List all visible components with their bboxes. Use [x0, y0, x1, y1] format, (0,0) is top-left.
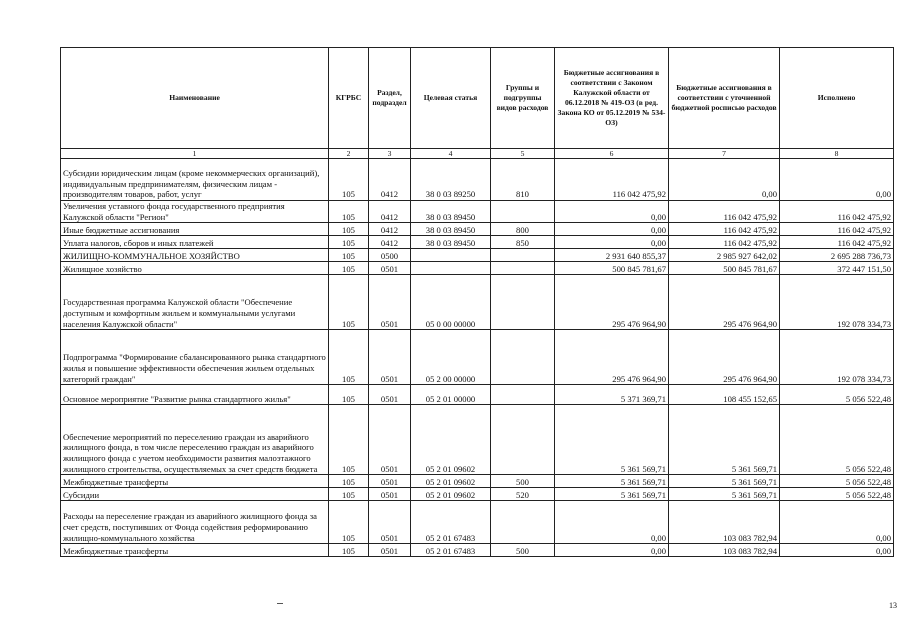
row-kgrbs: 105 — [329, 405, 369, 475]
row-name: Государственная программа Калужской области "Обеспечение доступным и комфортным жильем и коммунальными услугами населения Калужской области" — [61, 275, 329, 330]
row-group — [491, 385, 555, 405]
row-executed: 5 056 522,48 — [780, 488, 894, 501]
header-name: Наименование — [61, 48, 329, 149]
row-razdel: 0500 — [369, 249, 411, 262]
table-row — [61, 223, 894, 236]
table-row — [61, 488, 894, 501]
table-row — [61, 201, 894, 223]
row-group: 520 — [491, 488, 555, 501]
row-name: Обеспечение мероприятий по переселению граждан из аварийного жилищного фонда, в том числе переселению граждан из аварийного жилищного фонда с учетом необходимости развития малоэтажного жилищного строительства, осуществляемых за счет средств бюджета — [61, 405, 329, 475]
row-group — [491, 249, 555, 262]
row-budget-list: 5 361 569,71 — [669, 405, 780, 475]
row-executed: 5 056 522,48 — [780, 385, 894, 405]
row-budget-list: 108 455 152,65 — [669, 385, 780, 405]
row-group — [491, 501, 555, 544]
stray-mark — [277, 603, 283, 604]
header-target: Целевая статья — [411, 48, 491, 149]
row-target: 05 2 00 00000 — [411, 330, 491, 385]
row-name: Основное мероприятие "Развитие рынка стандартного жилья" — [61, 385, 329, 405]
row-group — [491, 275, 555, 330]
row-budget-law: 2 931 640 855,37 — [555, 249, 669, 262]
row-razdel: 0501 — [369, 262, 411, 275]
row-name: Субсидии юридическим лицам (кроме некоммерческих организаций), индивидуальным предпринимателям, физическим лицам - производителям товаров, работ, услуг — [61, 159, 329, 201]
header-executed: Исполнено — [780, 48, 894, 149]
header-groups: Группы и подгруппы видов расходов — [491, 48, 555, 149]
row-target: 05 2 01 09602 — [411, 405, 491, 475]
table-row — [61, 405, 894, 475]
row-executed: 0,00 — [780, 159, 894, 201]
header-budget-law: Бюджетные ассигнования в соответствии с Законом Калужской области от 06.12.2018 № 419-ОЗ (в ред. Закона КО от 05.12.2019 № 534-ОЗ) — [555, 48, 669, 149]
row-razdel: 0501 — [369, 275, 411, 330]
row-name: Увеличения уставного фонда государственного предприятия Калужской области "Регион" — [61, 201, 329, 223]
row-budget-law: 5 361 569,71 — [555, 488, 669, 501]
table-row — [61, 475, 894, 488]
row-group — [491, 405, 555, 475]
row-group: 800 — [491, 223, 555, 236]
row-budget-list: 295 476 964,90 — [669, 330, 780, 385]
row-target: 38 0 03 89250 — [411, 159, 491, 201]
row-budget-law: 0,00 — [555, 544, 669, 557]
row-executed: 116 042 475,92 — [780, 236, 894, 249]
row-razdel: 0412 — [369, 223, 411, 236]
row-target: 05 2 01 00000 — [411, 385, 491, 405]
row-razdel: 0412 — [369, 236, 411, 249]
table-row — [61, 275, 894, 330]
row-kgrbs: 105 — [329, 249, 369, 262]
row-target: 38 0 03 89450 — [411, 223, 491, 236]
row-name: Субсидии — [61, 488, 329, 501]
row-target: 05 0 00 00000 — [411, 275, 491, 330]
row-kgrbs: 105 — [329, 475, 369, 488]
row-budget-law: 0,00 — [555, 201, 669, 223]
column-number-row — [61, 149, 894, 159]
row-name: Межбюджетные трансферты — [61, 544, 329, 557]
table-row — [61, 236, 894, 249]
row-budget-law: 0,00 — [555, 236, 669, 249]
col-number: 1 — [61, 149, 329, 159]
row-budget-law: 295 476 964,90 — [555, 275, 669, 330]
row-executed: 192 078 334,73 — [780, 275, 894, 330]
col-number: 8 — [780, 149, 894, 159]
row-kgrbs: 105 — [329, 488, 369, 501]
row-budget-law: 500 845 781,67 — [555, 262, 669, 275]
row-group: 850 — [491, 236, 555, 249]
row-razdel: 0412 — [369, 201, 411, 223]
row-group — [491, 262, 555, 275]
row-budget-list: 295 476 964,90 — [669, 275, 780, 330]
row-razdel: 0412 — [369, 159, 411, 201]
row-budget-law: 295 476 964,90 — [555, 330, 669, 385]
row-target — [411, 249, 491, 262]
row-budget-list: 116 042 475,92 — [669, 223, 780, 236]
row-budget-list: 0,00 — [669, 159, 780, 201]
row-executed: 0,00 — [780, 501, 894, 544]
budget-table — [60, 47, 894, 557]
row-budget-list: 116 042 475,92 — [669, 201, 780, 223]
col-number: 5 — [491, 149, 555, 159]
col-number: 3 — [369, 149, 411, 159]
row-razdel: 0501 — [369, 330, 411, 385]
row-executed: 5 056 522,48 — [780, 405, 894, 475]
row-target: 05 2 01 67483 — [411, 501, 491, 544]
row-target: 05 2 01 09602 — [411, 475, 491, 488]
row-name: Жилищное хозяйство — [61, 262, 329, 275]
row-razdel: 0501 — [369, 488, 411, 501]
row-razdel: 0501 — [369, 544, 411, 557]
row-name: Иные бюджетные ассигнования — [61, 223, 329, 236]
header-razdel: Раздел, подраздел — [369, 48, 411, 149]
row-target: 38 0 03 89450 — [411, 236, 491, 249]
row-budget-law: 5 361 569,71 — [555, 405, 669, 475]
row-target: 05 2 01 67483 — [411, 544, 491, 557]
row-executed: 5 056 522,48 — [780, 475, 894, 488]
row-target — [411, 262, 491, 275]
row-executed: 2 695 288 736,73 — [780, 249, 894, 262]
row-group: 810 — [491, 159, 555, 201]
row-kgrbs: 105 — [329, 201, 369, 223]
row-budget-list: 5 361 569,71 — [669, 475, 780, 488]
row-razdel: 0501 — [369, 405, 411, 475]
row-budget-list: 116 042 475,92 — [669, 236, 780, 249]
budget-table-sheet — [60, 47, 894, 557]
table-row — [61, 249, 894, 262]
row-group — [491, 330, 555, 385]
row-kgrbs: 105 — [329, 385, 369, 405]
col-number: 6 — [555, 149, 669, 159]
row-razdel: 0501 — [369, 501, 411, 544]
row-budget-law: 0,00 — [555, 223, 669, 236]
row-budget-law: 0,00 — [555, 501, 669, 544]
row-target: 05 2 01 09602 — [411, 488, 491, 501]
row-budget-list: 103 083 782,94 — [669, 544, 780, 557]
row-executed: 116 042 475,92 — [780, 201, 894, 223]
col-number: 7 — [669, 149, 780, 159]
row-group: 500 — [491, 544, 555, 557]
row-executed: 372 447 151,50 — [780, 262, 894, 275]
row-budget-list: 500 845 781,67 — [669, 262, 780, 275]
row-kgrbs: 105 — [329, 262, 369, 275]
row-budget-law: 5 371 369,71 — [555, 385, 669, 405]
table-row — [61, 159, 894, 201]
page-number: 13 — [889, 601, 897, 610]
row-executed: 116 042 475,92 — [780, 223, 894, 236]
table-row — [61, 330, 894, 385]
row-name: Межбюджетные трансферты — [61, 475, 329, 488]
row-kgrbs: 105 — [329, 159, 369, 201]
row-kgrbs: 105 — [329, 330, 369, 385]
row-budget-list: 5 361 569,71 — [669, 488, 780, 501]
row-name: Подпрограмма "Формирование сбалансированного рынка стандартного жилья и повышение эффективности обеспечения жильем отдельных категорий граждан" — [61, 330, 329, 385]
row-kgrbs: 105 — [329, 275, 369, 330]
col-number: 2 — [329, 149, 369, 159]
row-budget-list: 2 985 927 642,02 — [669, 249, 780, 262]
table-row — [61, 385, 894, 405]
header-budget-list: Бюджетные ассигнования в соответствии с уточненной бюджетной росписью расходов — [669, 48, 780, 149]
table-row — [61, 501, 894, 544]
row-name: Уплата налогов, сборов и иных платежей — [61, 236, 329, 249]
row-budget-law: 5 361 569,71 — [555, 475, 669, 488]
row-kgrbs: 105 — [329, 236, 369, 249]
row-executed: 192 078 334,73 — [780, 330, 894, 385]
table-row — [61, 262, 894, 275]
header-kgrbs: КГРБС — [329, 48, 369, 149]
row-kgrbs: 105 — [329, 501, 369, 544]
row-target: 38 0 03 89450 — [411, 201, 491, 223]
row-budget-list: 103 083 782,94 — [669, 501, 780, 544]
row-razdel: 0501 — [369, 475, 411, 488]
col-number: 4 — [411, 149, 491, 159]
row-kgrbs: 105 — [329, 223, 369, 236]
row-kgrbs: 105 — [329, 544, 369, 557]
row-name: ЖИЛИЩНО-КОММУНАЛЬНОЕ ХОЗЯЙСТВО — [61, 249, 329, 262]
row-group — [491, 201, 555, 223]
row-budget-law: 116 042 475,92 — [555, 159, 669, 201]
row-executed: 0,00 — [780, 544, 894, 557]
header-row — [61, 48, 894, 149]
table-body — [61, 159, 894, 557]
row-razdel: 0501 — [369, 385, 411, 405]
row-group: 500 — [491, 475, 555, 488]
row-name: Расходы на переселение граждан из аварийного жилищного фонда за счет средств, поступивших от Фонда содействия реформированию жилищно-коммунального хозяйства — [61, 501, 329, 544]
table-row — [61, 544, 894, 557]
